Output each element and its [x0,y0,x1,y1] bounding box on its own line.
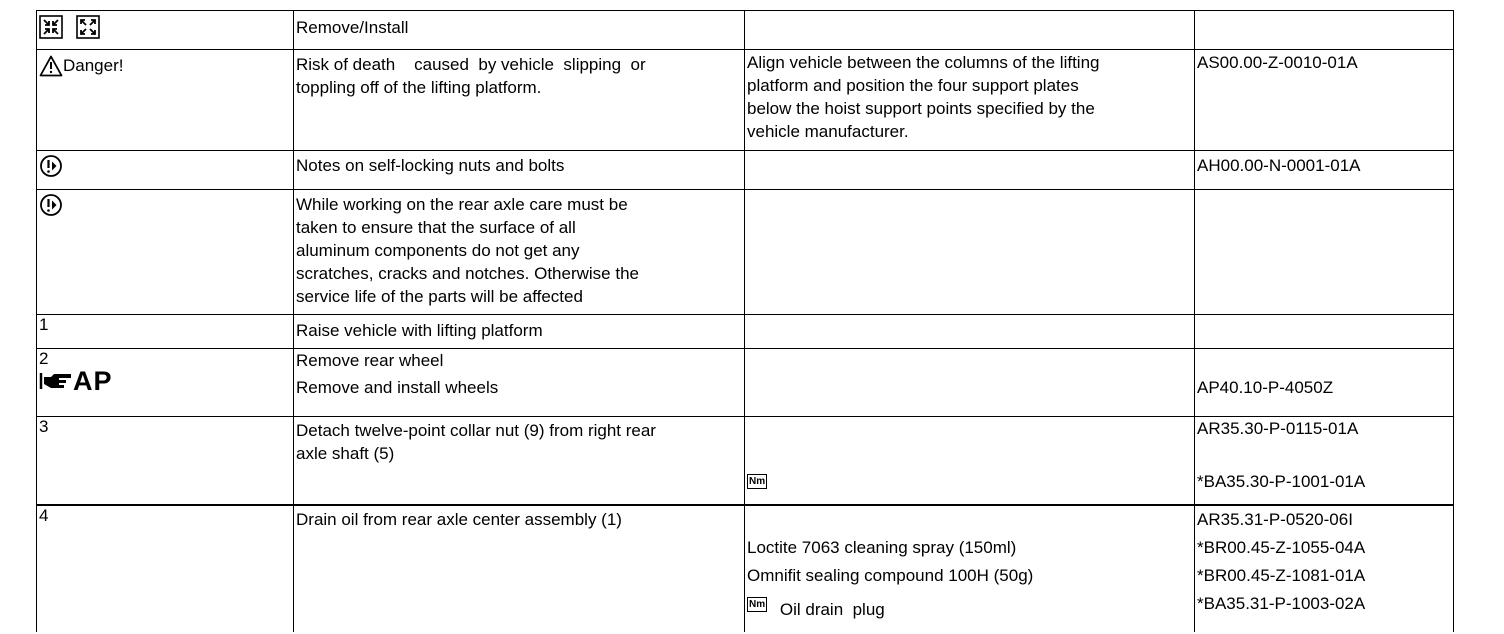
reference-code[interactable]: *BR00.45-Z-1081-01A [1197,565,1366,585]
instruction-text: Notes on self-locking nuts and bolts [296,156,565,175]
table-row [37,315,1454,349]
instruction-line: Remove rear wheel [296,351,444,370]
step-number: 4 [39,505,49,525]
reference-cell [1195,315,1454,349]
table-row [37,50,1454,151]
table-row [37,349,1454,417]
reference-cell [1195,50,1454,151]
reference-code[interactable]: AP40.10-P-4050Z [1197,378,1334,397]
step-number: 2 [39,349,49,368]
instruction-line: scratches, cracks and notches. Otherwise the [296,264,639,283]
reference-cell [1195,349,1454,417]
material-line: Loctite 7063 cleaning spray (150ml) [747,537,1017,557]
table-row [37,11,1454,50]
instruction-cell [294,349,745,417]
note-cell [745,505,1195,632]
table-row [37,417,1454,505]
note-icon [39,193,63,217]
instruction-line: Risk of death caused by vehicle slipping or [296,55,646,74]
reference-cell [1195,417,1454,505]
instruction-cell [294,190,745,315]
note-cell [745,417,1195,505]
table-row [37,190,1454,315]
icon-cell [37,151,294,190]
note-line: below the hoist support points specified by the [747,99,1095,118]
instruction-line: While working on the rear axle care must be [296,195,628,214]
table-row [37,505,1454,632]
instruction-cell [294,11,745,50]
pointing-hand-icon [39,371,73,391]
instruction-text: Raise vehicle with lifting platform [296,321,543,340]
instruction-line: service life of the parts will be affected [296,287,583,306]
instruction-cell [294,417,745,505]
instruction-line: Remove and install wheels [296,378,499,397]
ap-label: AP [73,366,113,396]
icon-cell [37,190,294,315]
icon-cell [37,50,294,151]
reference-code[interactable]: AS00.00-Z-0010-01A [1197,53,1358,72]
instruction-line: axle shaft (5) [296,444,395,463]
reference-code[interactable]: *BR00.45-Z-1055-04A [1197,537,1366,557]
icon-cell [37,11,294,50]
step-number: 1 [39,315,49,334]
instruction-text: Drain oil from rear axle center assembly (1) [296,509,622,529]
table-row [37,151,1454,190]
danger-label: Danger! [63,56,124,76]
step-cell [37,349,294,417]
instruction-line: Detach twelve-point collar nut (9) from right rear [296,421,656,440]
note-cell [745,151,1195,190]
step-cell [37,315,294,349]
note-line: platform and position the four support plates [747,76,1079,95]
remove-icon [39,15,63,39]
note-line: Align vehicle between the columns of the lifting [747,53,1100,72]
note-cell [745,11,1195,50]
step-cell [37,417,294,505]
reference-cell [1195,151,1454,190]
material-line: Omnifit sealing compound 100H (50g) [747,565,1034,585]
warning-triangle-icon [39,55,63,77]
torque-text: Oil drain plug [779,599,885,619]
instruction-line: aluminum components do not get any [296,241,580,260]
step-number: 3 [39,417,49,436]
reference-cell [1195,11,1454,50]
note-cell [745,50,1195,151]
section-title: Remove/Install [296,18,409,37]
note-cell [745,190,1195,315]
instruction-cell [294,505,745,632]
reference-code[interactable]: AR35.30-P-0115-01A [1197,419,1359,438]
torque-line [747,592,1193,621]
reference-code[interactable]: AR35.31-P-0520-06I [1197,509,1353,529]
ap-reference [39,367,292,395]
step-cell [37,505,294,632]
reference-cell [1195,505,1454,632]
instruction-line: toppling off of the lifting platform. [296,78,542,97]
instruction-cell [294,151,745,190]
note-line: vehicle manufacturer. [747,122,909,141]
note-cell [745,315,1195,349]
note-cell [745,349,1195,417]
procedure-table [36,10,1454,632]
instruction-cell [294,315,745,349]
reference-cell [1195,190,1454,315]
reference-code[interactable]: AH00.00-N-0001-01A [1197,156,1361,175]
note-icon [39,154,63,178]
torque-nm-icon: Nm [749,476,766,488]
reference-code[interactable]: *BA35.31-P-1003-02A [1197,593,1366,613]
instruction-line: taken to ensure that the surface of all [296,218,576,237]
reference-code[interactable]: *BA35.30-P-1001-01A [1197,472,1366,491]
install-icon [76,15,100,39]
instruction-cell [294,50,745,151]
torque-nm-icon: Nm [749,598,766,610]
